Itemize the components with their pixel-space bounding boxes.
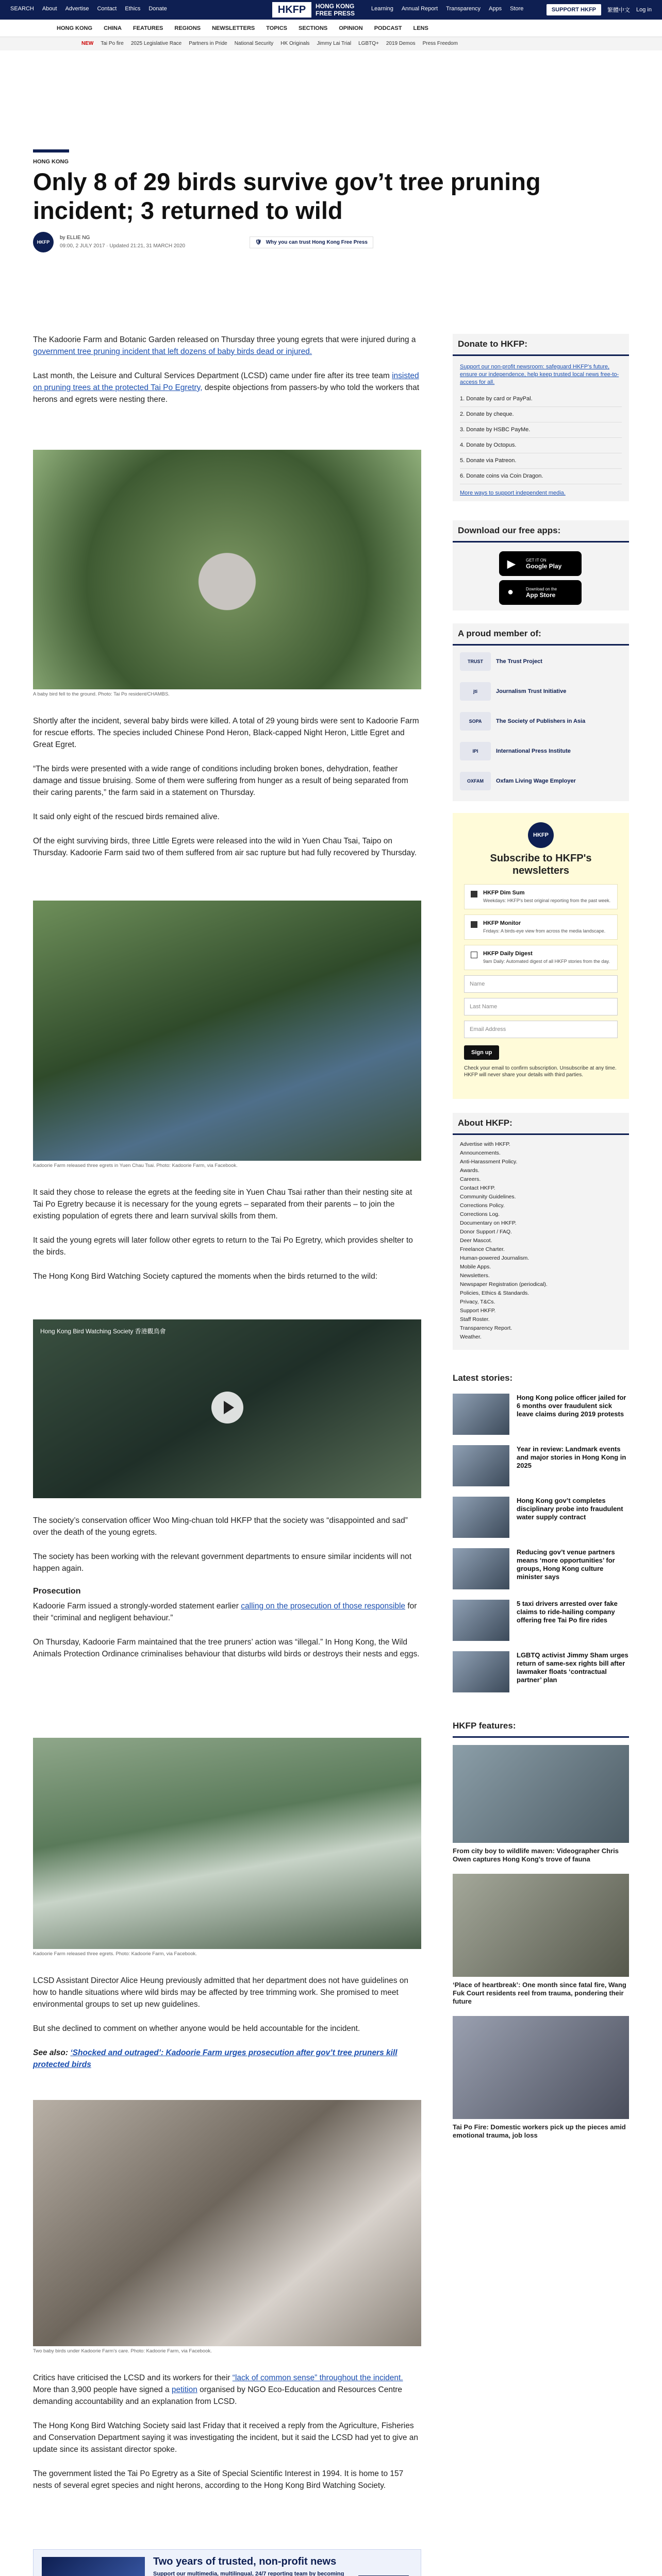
- category-kicker[interactable]: HONG KONG: [33, 159, 69, 165]
- ipi-logo: IPI: [460, 742, 491, 760]
- story-thumbnail: [453, 1651, 509, 1692]
- apps-link[interactable]: Apps: [489, 6, 502, 12]
- about-link[interactable]: Community Guidelines.: [460, 1194, 516, 1200]
- trust-link[interactable]: [250, 236, 373, 248]
- top-right: [547, 4, 652, 15]
- story-item[interactable]: Hong Kong police officer jailed for 6 months over fraudulent sick leave claims during 2019 protests: [453, 1394, 629, 1445]
- subnav-item[interactable]: 2019 Demos: [386, 41, 416, 46]
- donate-option[interactable]: 2. Donate by cheque.: [460, 407, 622, 422]
- checkbox[interactable]: [471, 921, 477, 928]
- donate-option[interactable]: 6. Donate coins via Coin Dragon.: [460, 469, 622, 484]
- newsletter-box: [453, 813, 629, 1099]
- feature-item[interactable]: Tai Po Fire: Domestic workers pick up the pieces amid emotional trauma, job loss: [453, 2016, 629, 2140]
- top-links: [10, 6, 167, 12]
- paragraph: “The birds were presented with a wide range of conditions including broken bones, dehydration, feather damage and tissue bruising. Some of them were suffering from hunger as a result of being separated from their caring parents,” the farm said in a statement on Thursday.: [33, 765, 408, 797]
- google-play-button[interactable]: ▶ GET IT ON Google Play: [499, 551, 582, 576]
- apps-box: [453, 520, 629, 611]
- paragraph: Critics have criticised the LCSD and its workers for their “lack of common sense” throughout the incident. More than 3,900 people have signed a petition organised by NGO Eco-Education and Resources Centre demanding accountability and an explanation from LCSD.: [33, 2374, 403, 2406]
- paragraph: LCSD Assistant Director Alice Heung previously admitted that her department does not have guidelines on how to handle situations where wild birds may be affected by tree trimming work. She promised to meet environmental groups to set up new guidelines.: [33, 1976, 409, 2009]
- caption: Two baby birds under Kadoorie Farm’s care. Photo: Kadoorie Farm, via Facebook.: [33, 2348, 212, 2354]
- annual-report-link[interactable]: Annual Report: [401, 6, 438, 12]
- subnav-item[interactable]: LGBTQ+: [358, 41, 379, 46]
- feature-item[interactable]: From city boy to wildlife maven: Videographer Chris Owen captures Hong Kong's trove of fauna: [453, 1745, 629, 1863]
- story-item[interactable]: Reducing gov’t venue partners means ‘more opportunities’ for groups, Hong Kong culture minister says: [453, 1548, 629, 1600]
- text-block-6: [33, 2372, 421, 2504]
- about-link[interactable]: Careers.: [460, 1176, 481, 1182]
- paragraph: Of the eight surviving birds, three Little Egrets were released into the wild in Yuen Chau Tsai, Taipo on Thursday. Kadoorie Farm said two of them suffered from air sac rupture but had fully recovered by Thursday.: [33, 837, 417, 857]
- caption: Kadoorie Farm released three egrets in Yuen Chau Tsai. Photo: Kadoorie Farm, via Facebook.: [33, 1163, 238, 1168]
- nav-sections[interactable]: SECTIONS: [299, 25, 328, 31]
- story-thumbnail: [453, 1445, 509, 1486]
- banner-text: Support our multimedia, multilingual, 24/7 reporting team by becoming: [153, 2571, 344, 2576]
- about-link[interactable]: Privacy, T&Cs.: [460, 1299, 495, 1305]
- newsletter-badge: HKFP: [528, 822, 554, 848]
- about-title: About HKFP:: [453, 1113, 629, 1135]
- support-banner[interactable]: [33, 2549, 421, 2576]
- about-link[interactable]: Newsletters.: [460, 1273, 490, 1279]
- story-thumbnail: [453, 1600, 509, 1641]
- story-item[interactable]: 5 taxi drivers arrested over fake claims to ride-hailing company offering free Tai Po fire rides: [453, 1600, 629, 1651]
- play-store-icon: ▶: [507, 558, 516, 570]
- store-link[interactable]: Store: [510, 6, 524, 12]
- shield-icon: 🛡: [255, 240, 262, 245]
- intro-block: [33, 334, 421, 418]
- logo-mark: HKFP: [272, 2, 311, 18]
- text-block-2: [33, 715, 421, 871]
- baby-birds-photo: [33, 2100, 421, 2346]
- inline-link[interactable]: “lack of common sense” throughout the incident.: [232, 2374, 403, 2382]
- about-link[interactable]: Transparency Report.: [460, 1325, 512, 1331]
- publish-date: 09:00, 2 JULY 2017 · Updated 21:21, 31 MARCH 2020: [60, 243, 186, 249]
- login-link[interactable]: Log in: [636, 7, 652, 13]
- support-button[interactable]: SUPPORT HKFP: [547, 4, 601, 15]
- headline: Only 8 of 29 birds survive gov’t tree pruning incident; 3 returned to wild: [33, 168, 541, 224]
- subnav-item[interactable]: HK Originals: [280, 41, 310, 46]
- text-block-4: [33, 1515, 421, 1672]
- last-name-field[interactable]: Last Name: [464, 998, 618, 1015]
- subnav-item[interactable]: Partners in Pride: [189, 41, 227, 46]
- paragraph: The Hong Kong Bird Watching Society captured the moments when the birds returned to the wild:: [33, 1272, 378, 1281]
- about-link[interactable]: Contact HKFP.: [460, 1185, 495, 1191]
- nav-hong-kong[interactable]: HONG KONG: [57, 25, 93, 31]
- advertise-link[interactable]: Advertise: [65, 6, 89, 12]
- byline: [33, 232, 616, 252]
- author-name[interactable]: by ELLIE NG: [60, 235, 90, 241]
- about-link[interactable]: Donor Support / FAQ.: [460, 1229, 512, 1235]
- paragraph: The Kadoorie Farm and Botanic Garden released on Thursday three young egrets that were injured during a government tree pruning incident that left dozens of baby birds dead or injured.: [33, 335, 416, 356]
- subnav-item[interactable]: National Security: [234, 41, 274, 46]
- nav-opinion[interactable]: OPINION: [339, 25, 363, 31]
- member-org[interactable]: SOPA The Society of Publishers in Asia: [453, 708, 629, 735]
- text-block-3: [33, 1187, 421, 1295]
- paragraph: It said the young egrets will later follow other egrets to return to the Tai Po Egretry, which provides shelter to the birds.: [33, 1236, 413, 1257]
- member-org[interactable]: IPI International Press Institute: [453, 738, 629, 765]
- member-org[interactable]: OXFAM Oxfam Living Wage Employer: [453, 768, 629, 794]
- newsletter-title: Subscribe to HKFP's newsletters: [490, 853, 592, 876]
- figure-3: [33, 1738, 421, 1957]
- nav-lens[interactable]: LENS: [413, 25, 428, 31]
- paragraph: Last month, the Leisure and Cultural Services Department (LCSD) came under fire after its tree team insisted on pruning trees at the protected Tai Po Egretry, despite objections from passers-by who told the workers that herons and egrets were nesting there.: [33, 371, 420, 404]
- caption: Kadoorie Farm released three egrets. Photo: Kadoorie Farm, via Facebook.: [33, 1951, 197, 1957]
- newsletter-option[interactable]: HKFP Monitor Fridays: A birds-eye view from across the media landscape.: [464, 914, 618, 940]
- egret-release-photo: [33, 901, 421, 1161]
- about-link[interactable]: Staff Roster.: [460, 1316, 490, 1323]
- features-box: [453, 1716, 629, 2150]
- latest-stories: [453, 1368, 629, 1684]
- donate-option[interactable]: 5. Donate via Patreon.: [460, 453, 622, 469]
- nav-features[interactable]: FEATURES: [133, 25, 163, 31]
- story-item[interactable]: LGBTQ activist Jimmy Sham urges return of same-sex rights bill after lawmaker floats ‘contractual partner’ plan: [453, 1651, 629, 1703]
- main-nav: [0, 20, 662, 37]
- story-thumbnail: [453, 1497, 509, 1538]
- donate-option[interactable]: 4. Donate by Octopus.: [460, 438, 622, 453]
- jti-logo: jti: [460, 682, 491, 701]
- see-also-link[interactable]: ‘Shocked and outraged’: Kadoorie Farm urges prosecution after gov’t tree pruners kill protected birds: [33, 2048, 398, 2069]
- about-link[interactable]: Documentary on HKFP.: [460, 1220, 517, 1226]
- about-link[interactable]: Corrections Log.: [460, 1211, 500, 1217]
- about-link[interactable]: Advertise with HKFP.: [460, 1141, 510, 1147]
- feature-item[interactable]: ‘Place of heartbreak’: One month since fatal fire, Wang Fuk Court residents reel from trauma, pondering their future: [453, 1874, 629, 2006]
- about-link[interactable]: Mobile Apps.: [460, 1264, 491, 1270]
- paragraph: On Thursday, Kadoorie Farm maintained that the tree pruners’ action was “illegal.” In Hong Kong, the Wild Animals Protection Ordinance criminalises behaviour that disturbs wild birds or destroys their nests and eggs.: [33, 1638, 420, 1658]
- newsletter-note: Check your email to confirm subscription. Unsubscribe at any time. HKFP will never share your details with third parties.: [464, 1065, 617, 1078]
- ethics-link[interactable]: Ethics: [125, 6, 141, 12]
- member-title: A proud member of:: [453, 623, 629, 646]
- newsletter-option[interactable]: HKFP Daily Digest 9am Daily: Automated digest of all HKFP stories from the day.: [464, 945, 618, 970]
- inline-link[interactable]: insisted on pruning trees at the protected Tai Po Egretry,: [33, 371, 419, 392]
- donate-option[interactable]: 3. Donate by HSBC PayMe.: [460, 422, 622, 438]
- about-link[interactable]: About: [42, 6, 57, 12]
- banner-title: Two years of trusted, non-profit news: [153, 2556, 337, 2567]
- figure-1: [33, 450, 421, 697]
- paragraph: It said only eight of the rescued birds remained alive.: [33, 812, 220, 821]
- trust-label: Why you can trust Hong Kong Free Press: [266, 240, 368, 245]
- about-link[interactable]: Human-powered Journalism.: [460, 1255, 529, 1261]
- about-link[interactable]: Weather.: [460, 1334, 482, 1340]
- logo-text: HONG KONG FREE PRESS: [316, 3, 355, 17]
- signup-button[interactable]: Sign up: [464, 1045, 499, 1060]
- donate-box: [453, 334, 629, 501]
- about-link[interactable]: Anti-Harassment Policy.: [460, 1159, 518, 1165]
- story-thumbnail: [453, 1394, 509, 1435]
- more-ways-link[interactable]: More ways to support independent media.: [460, 490, 566, 496]
- baby-bird-photo: [33, 450, 421, 689]
- about-link[interactable]: Policies, Ethics & Standards.: [460, 1290, 529, 1296]
- egrets-flying-photo: [33, 1738, 421, 1949]
- inline-link[interactable]: government tree pruning incident that left dozens of baby birds dead or injured.: [33, 347, 312, 356]
- about-link[interactable]: Announcements.: [460, 1150, 501, 1156]
- paragraph: It said they chose to release the egrets at the feeding site in Yuen Chau Tsai rather than their nesting site at Tai Po Egretry because it is necessary for the young egrets – separated from their parents – to join the existing population of egrets there and learn survival skills from them.: [33, 1188, 412, 1221]
- sopa-logo: SOPA: [460, 712, 491, 731]
- new-badge: NEW: [81, 41, 94, 46]
- member-box: [453, 623, 629, 801]
- apple-icon: ●: [507, 586, 514, 598]
- story-thumbnail: [453, 1548, 509, 1589]
- nav-topics[interactable]: TOPICS: [266, 25, 287, 31]
- section-heading: Prosecution: [33, 1587, 81, 1596]
- oxfam-logo: OXFAM: [460, 772, 491, 790]
- paragraph: But she declined to comment on whether anyone would be held accountable for the incident.: [33, 2024, 360, 2033]
- subnav-item[interactable]: 2025 Legislative Race: [130, 41, 182, 46]
- about-link[interactable]: Corrections Policy.: [460, 1202, 505, 1209]
- inline-link[interactable]: calling on the prosecution of those responsible: [241, 1602, 406, 1611]
- feature-image: [453, 1874, 629, 1977]
- donate-option[interactable]: 1. Donate by card or PayPal.: [460, 392, 622, 407]
- features-title: HKFP features:: [453, 1716, 629, 1738]
- title-rule: [33, 149, 69, 152]
- contact-link[interactable]: Contact: [97, 6, 117, 12]
- about-link[interactable]: Newspaper Registration (periodical).: [460, 1281, 548, 1287]
- about-link[interactable]: Support HKFP.: [460, 1308, 496, 1314]
- nav-newsletters[interactable]: NEWSLETTERS: [212, 25, 255, 31]
- video-embed[interactable]: [33, 1319, 421, 1498]
- feature-image: [453, 2016, 629, 2119]
- nav-china[interactable]: CHINA: [104, 25, 122, 31]
- petition-link[interactable]: petition: [171, 2385, 197, 2394]
- feature-image: [453, 1745, 629, 1843]
- nav-regions[interactable]: REGIONS: [174, 25, 201, 31]
- transparency-link[interactable]: Transparency: [446, 6, 481, 12]
- checkbox[interactable]: [471, 952, 477, 958]
- trust-project-logo: TRUST: [460, 652, 491, 671]
- donate-link[interactable]: Donate: [148, 6, 167, 12]
- see-also: See also: ‘Shocked and outraged’: Kadoorie Farm urges prosecution after gov’t tree pruners kill protected birds: [33, 2048, 398, 2069]
- nav-podcast[interactable]: PODCAST: [374, 25, 402, 31]
- about-link[interactable]: Deer Mascot.: [460, 1238, 492, 1244]
- play-icon[interactable]: [211, 1392, 243, 1423]
- video-title: Hong Kong Bird Watching Society 香港觀鳥會: [40, 1328, 166, 1335]
- member-org[interactable]: TRUST The Trust Project: [453, 648, 629, 675]
- language-link[interactable]: 繁體中文: [607, 7, 631, 13]
- subnav-item[interactable]: Press Freedom: [422, 41, 458, 46]
- paragraph: The society has been working with the relevant government departments to ensure similar incidents will not happen again.: [33, 1552, 412, 1573]
- figure-4: [33, 2100, 421, 2354]
- email-field[interactable]: Email Address: [464, 1021, 618, 1038]
- banner-image: [42, 2557, 145, 2576]
- sub-nav: [0, 37, 662, 50]
- apps-title: Download our free apps:: [453, 520, 629, 543]
- donate-title: Donate to HKFP:: [453, 334, 629, 356]
- app-store-button[interactable]: ● Download on the App Store: [499, 580, 582, 605]
- search-link[interactable]: SEARCH: [10, 6, 34, 12]
- paragraph: The government listed the Tai Po Egretry as a Site of Special Scientific Interest in 1994. It is home to 157 nests of several egret species and night herons, according to the Hong Kong Bird Watching Society.: [33, 2469, 404, 2490]
- learning-link[interactable]: Learning: [371, 6, 393, 12]
- top-links-2: [371, 6, 523, 12]
- subnav-item[interactable]: Jimmy Lai Trial: [317, 41, 352, 46]
- donate-intro[interactable]: Support our non-profit newsroom: safeguard HKFP's future, ensure our independence, help keep trusted local news free-to-access for all.: [460, 364, 619, 385]
- author-avatar: HKFP: [33, 232, 54, 252]
- latest-title: Latest stories:: [453, 1373, 513, 1383]
- checkbox[interactable]: [471, 891, 477, 897]
- paragraph: Shortly after the incident, several baby birds were killed. A total of 29 young birds were sent to Kadoorie Farm for rescue efforts. The species included Chinese Pond Heron, Black-capped Night Heron, Little Egret and Great Egret.: [33, 717, 419, 749]
- paragraph: The Hong Kong Bird Watching Society said last Friday that it received a reply from the Agriculture, Fisheries and Conservation Department saying it was investigating the incident, but it said the LCSD had yet to give an update since its assistant director spoke.: [33, 2421, 419, 2454]
- caption: A baby bird fell to the ground. Photo: Tai Po resident/CHAMBS.: [33, 691, 170, 697]
- member-org[interactable]: jti Journalism Trust Initiative: [453, 678, 629, 705]
- site-logo[interactable]: [272, 2, 362, 18]
- text-block-5: [33, 1975, 421, 2083]
- subnav-item[interactable]: Tai Po fire: [101, 41, 124, 46]
- about-box: [453, 1113, 629, 1350]
- story-item[interactable]: Year in review: Landmark events and major stories in Hong Kong in 2025: [453, 1445, 629, 1497]
- paragraph: The society’s conservation officer Woo Ming-chuan told HKFP that the society was “disappointed and sad” over the death of the young egrets.: [33, 1516, 408, 1537]
- story-item[interactable]: Hong Kong gov’t completes disciplinary probe into fraudulent water supply contract: [453, 1497, 629, 1548]
- name-field[interactable]: Name: [464, 975, 618, 993]
- newsletter-option[interactable]: HKFP Dim Sum Weekdays: HKFP's best original reporting from the past week.: [464, 884, 618, 909]
- top-bar: [0, 0, 662, 20]
- about-link[interactable]: Freelance Charter.: [460, 1246, 505, 1252]
- figure-2: [33, 901, 421, 1168]
- about-link[interactable]: Awards.: [460, 1167, 479, 1174]
- paragraph: Kadoorie Farm issued a strongly-worded statement earlier calling on the prosecution of those responsible for their “criminal and negligent behaviour.”: [33, 1602, 417, 1622]
